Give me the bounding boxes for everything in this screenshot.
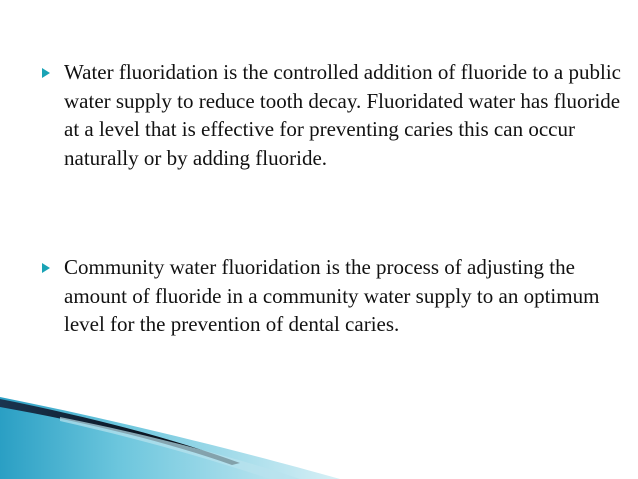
triangle-right-icon xyxy=(42,263,50,273)
triangle-right-icon xyxy=(42,68,50,78)
bullet-text: Community water fluoridation is the process of adjusting the amount of fluoride in a community water supply to an optimum level for the prevention of dental caries. xyxy=(64,255,600,336)
bullet-list xyxy=(42,58,622,339)
decorative-swoosh xyxy=(0,389,638,479)
bullet-item-water-fluoridation xyxy=(42,58,622,172)
bullet-text: Water fluoridation is the controlled addition of fluoride to a public water supply to reduce tooth decay. Fluoridated water has fluoride at a level that is effective for preventing caries this can occur naturally or by adding fluoride. xyxy=(64,60,621,170)
swoosh-teal-band xyxy=(0,397,340,479)
bullet-item-community-water-fluoridation xyxy=(42,253,622,339)
